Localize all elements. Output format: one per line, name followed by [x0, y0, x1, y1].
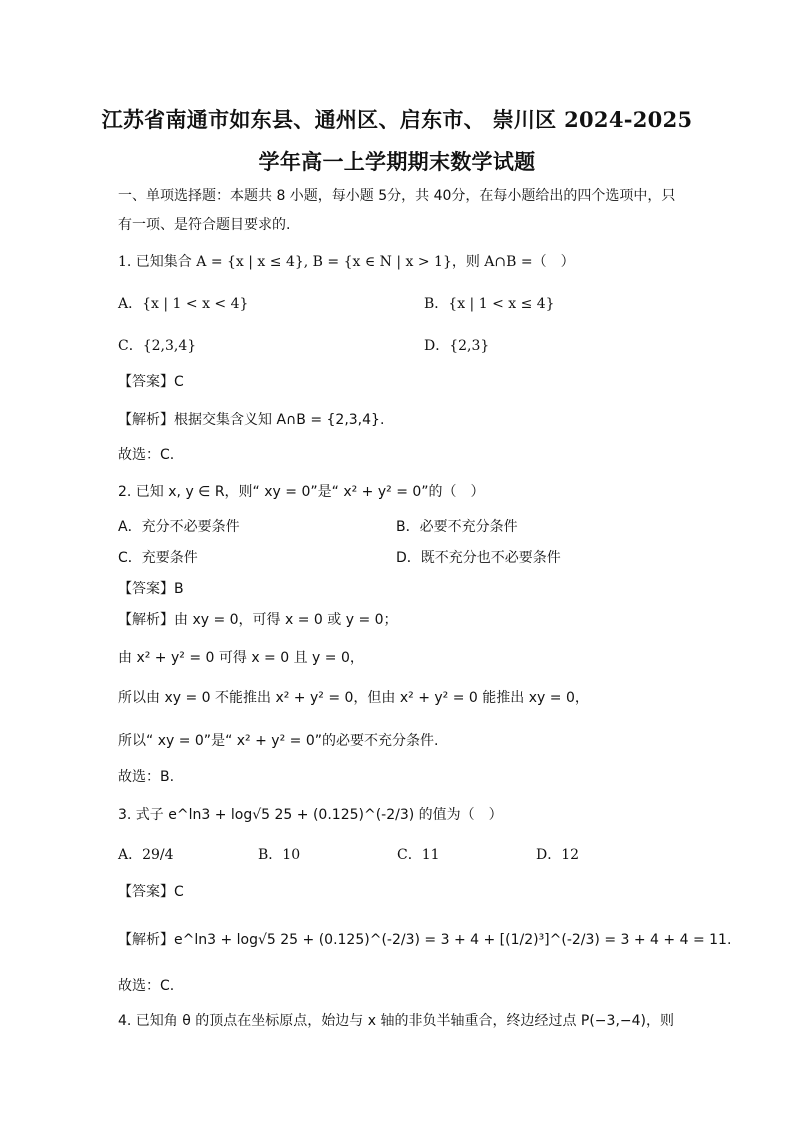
- q1-option-c: C．{2,3,4}: [118, 338, 197, 354]
- q2-choice: 故选：B.: [118, 769, 175, 785]
- q2-analysis-line1: 【解析】由 xy = 0，可得 x = 0 或 y = 0；: [118, 612, 398, 628]
- q2-option-b: B．必要不充分条件: [396, 519, 518, 535]
- q2-option-a: A．充分不必要条件: [118, 519, 240, 535]
- q1-choice: 故选：C.: [118, 447, 175, 463]
- q4-stem: 4. 已知角 θ 的顶点在坐标原点，始边与 x 轴的非负半轴重合，终边经过点 P(−3,−4)，则: [118, 1013, 674, 1029]
- q1-option-a: A．{x | 1 < x < 4}: [118, 296, 249, 312]
- q3-answer: 【答案】C: [118, 884, 184, 900]
- q3-stem: 3. 式子 e^ln3 + log√5 25 + (0.125)^(-2/3) 的值为（ ）: [118, 807, 503, 823]
- q2-stem: 2. 已知 x, y ∈ R，则“ xy = 0”是“ x² + y² = 0”的（ ）: [118, 484, 485, 500]
- doc-title-line2: 学年高一上学期期末数学试题: [258, 149, 536, 174]
- doc-title-line1: 江苏省南通市如东县、通州区、启东市、 崇川区 2024-2025: [101, 107, 693, 132]
- q3-option-b: B．10: [258, 847, 301, 863]
- q3-choice: 故选：C.: [118, 978, 175, 994]
- q3-option-d: D．12: [536, 847, 580, 863]
- section-intro-line2: 有一项、是符合题目要求的.: [118, 217, 291, 233]
- q2-answer: 【答案】B: [118, 581, 184, 597]
- q3-option-a: A．29/4: [118, 847, 174, 863]
- q1-option-d: D．{2,3}: [424, 338, 490, 354]
- q1-answer: 【答案】C: [118, 374, 184, 390]
- q1-analysis: 【解析】根据交集含义知 A∩B = {2,3,4}.: [118, 412, 385, 428]
- q2-option-d: D．既不充分也不必要条件: [396, 550, 561, 566]
- q1-option-b: B．{x | 1 < x ≤ 4}: [424, 296, 555, 312]
- q2-analysis-line2: 由 x² + y² = 0 可得 x = 0 且 y = 0，: [118, 650, 364, 666]
- q3-analysis: 【解析】e^ln3 + log√5 25 + (0.125)^(-2/3) = 3 + 4 + [(1/2)³]^(-2/3) = 3 + 4 + 4 = 11.: [118, 932, 732, 948]
- section-intro-line1: 一、单项选择题：本题共 8 小题，每小题 5分，共 40分，在每小题给出的四个选项中，只: [118, 188, 676, 204]
- q3-option-c: C．11: [397, 847, 440, 863]
- q2-analysis-line4: 所以“ xy = 0”是“ x² + y² = 0”的必要不充分条件.: [118, 733, 439, 749]
- q2-option-c: C．充要条件: [118, 550, 198, 566]
- q2-analysis-line3: 所以由 xy = 0 不能推出 x² + y² = 0，但由 x² + y² = 0 能推出 xy = 0，: [118, 690, 589, 706]
- q1-stem: 1. 已知集合 A = {x | x ≤ 4}, B = {x ∈ N | x > 1}，则 A∩B =（ ）: [118, 254, 575, 270]
